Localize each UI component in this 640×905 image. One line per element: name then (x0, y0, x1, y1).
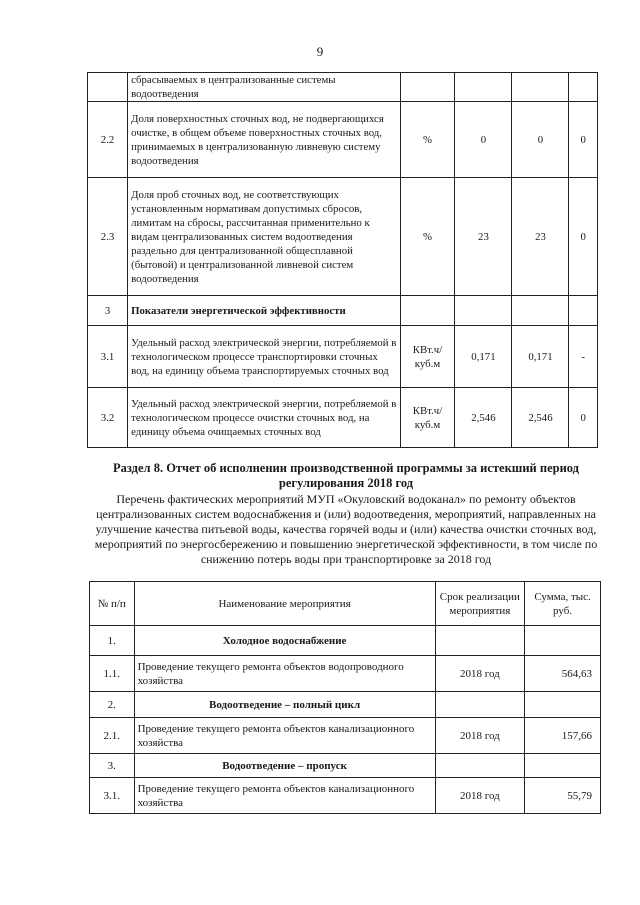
value-cell (512, 73, 569, 102)
row-number: 3.1. (90, 778, 135, 814)
row-number: 3.2 (88, 388, 128, 448)
table-row (90, 718, 601, 754)
unit-cell (400, 73, 455, 102)
row-number: 3. (90, 754, 135, 778)
term-cell (435, 692, 525, 718)
row-number (88, 73, 128, 102)
table-row (90, 656, 601, 692)
table-header-row (90, 582, 601, 626)
sum-cell (525, 692, 601, 718)
term-cell (435, 626, 525, 656)
indicator-description: Доля поверхностных сточных вод, не подвергающихся очистке, в общем объеме поверхностных сточных вод, принимаемых в централизованную ливневую систему водоотведения (128, 102, 400, 178)
category-heading: Водоотведение – полный цикл (134, 692, 435, 718)
unit-cell: КВт.ч/ куб.м (400, 326, 455, 388)
value-cell: 23 (512, 178, 569, 296)
category-heading: Холодное водоснабжение (134, 626, 435, 656)
term-cell (435, 754, 525, 778)
table-row (88, 326, 598, 388)
value-cell: 0 (569, 388, 598, 448)
table-row (88, 73, 598, 102)
table-row (90, 626, 601, 656)
unit-cell: КВт.ч/ куб.м (400, 388, 455, 448)
unit-cell: % (400, 178, 455, 296)
row-number: 2.3 (88, 178, 128, 296)
value-cell: 0 (455, 102, 512, 178)
row-number: 2.2 (88, 102, 128, 178)
indicator-description: Удельный расход электрической энергии, потребляемой в технологическом процессе транспортировки сточных вод, на единицу объема транспортируемых сточных вод (128, 326, 400, 388)
value-cell: - (569, 326, 598, 388)
indicator-description: Удельный расход электрической энергии, потребляемой в технологическом процессе очистки сточных вод, на единицу объема очищаемых сточных вод (128, 388, 400, 448)
row-number: 1.1. (90, 656, 135, 692)
table-row (88, 178, 598, 296)
value-cell: 0 (569, 178, 598, 296)
header-sum: Сумма, тыс. руб. (525, 582, 601, 626)
row-number: 2. (90, 692, 135, 718)
value-cell: 0 (569, 102, 598, 178)
sum-cell (525, 626, 601, 656)
indicator-description: Доля проб сточных вод, не соответствующих установленным нормативам допустимых сбросов, лимитам на сбросы, рассчитанная применительно к видам централизованных систем водоотведения раздельно для централизованной общесплавной (бытовой) и централизованной ливневой систем водоотведения (128, 178, 400, 296)
value-cell: 23 (455, 178, 512, 296)
value-cell: 0,171 (455, 326, 512, 388)
activity-name: Проведение текущего ремонта объектов канализационного хозяйства (134, 778, 435, 814)
page-number: 9 (316, 44, 324, 59)
value-cell (455, 73, 512, 102)
row-number: 2.1. (90, 718, 135, 754)
term-cell: 2018 год (435, 718, 525, 754)
section-heading: Показатели энергетической эффективности (128, 296, 400, 326)
row-number: 3 (88, 296, 128, 326)
value-cell: 0,171 (512, 326, 569, 388)
unit-cell (400, 296, 455, 326)
table-row (90, 692, 601, 718)
term-cell: 2018 год (435, 778, 525, 814)
table-row (90, 754, 601, 778)
category-heading: Водоотведение – пропуск (134, 754, 435, 778)
activity-name: Проведение текущего ремонта объектов канализационного хозяйства (134, 718, 435, 754)
value-cell (512, 296, 569, 326)
table-row (88, 296, 598, 326)
table-row (88, 102, 598, 178)
indicators-table (87, 72, 598, 448)
sum-cell: 55,79 (525, 778, 601, 814)
term-cell: 2018 год (435, 656, 525, 692)
value-cell: 2,546 (512, 388, 569, 448)
sum-cell (525, 754, 601, 778)
indicator-description: сбрасываемых в централизованные системы водоотведения (128, 73, 400, 102)
section-paragraph: Перечень фактических мероприятий МУП «Окуловский водоканал» по ремонту объектов централизованных систем водоснабжения и (или) водоотведения, мероприятий, направленных на улучшение качества питьевой воды, качества горячей воды и (или) качества очистки сточных вод, мероприятий по энергосбережению и повышению энергетической эффективности, в том числе по снижению потерь воды при транспортировке за 2018 год (94, 492, 598, 566)
header-term: Срок реализации мероприятия (435, 582, 525, 626)
value-cell: 0 (512, 102, 569, 178)
sum-cell: 564,63 (525, 656, 601, 692)
unit-cell: % (400, 102, 455, 178)
activities-table (89, 581, 601, 814)
table-row (90, 778, 601, 814)
row-number: 1. (90, 626, 135, 656)
value-cell: 2,546 (455, 388, 512, 448)
value-cell (569, 296, 598, 326)
value-cell (455, 296, 512, 326)
table-row (88, 388, 598, 448)
header-name: Наименование мероприятия (134, 582, 435, 626)
sum-cell: 157,66 (525, 718, 601, 754)
value-cell (569, 73, 598, 102)
row-number: 3.1 (88, 326, 128, 388)
activity-name: Проведение текущего ремонта объектов водопроводного хозяйства (134, 656, 435, 692)
header-number: № п/п (90, 582, 135, 626)
section-title: Раздел 8. Отчет об исполнении производственной программы за истекший период регулирования 2018 год (113, 461, 579, 490)
